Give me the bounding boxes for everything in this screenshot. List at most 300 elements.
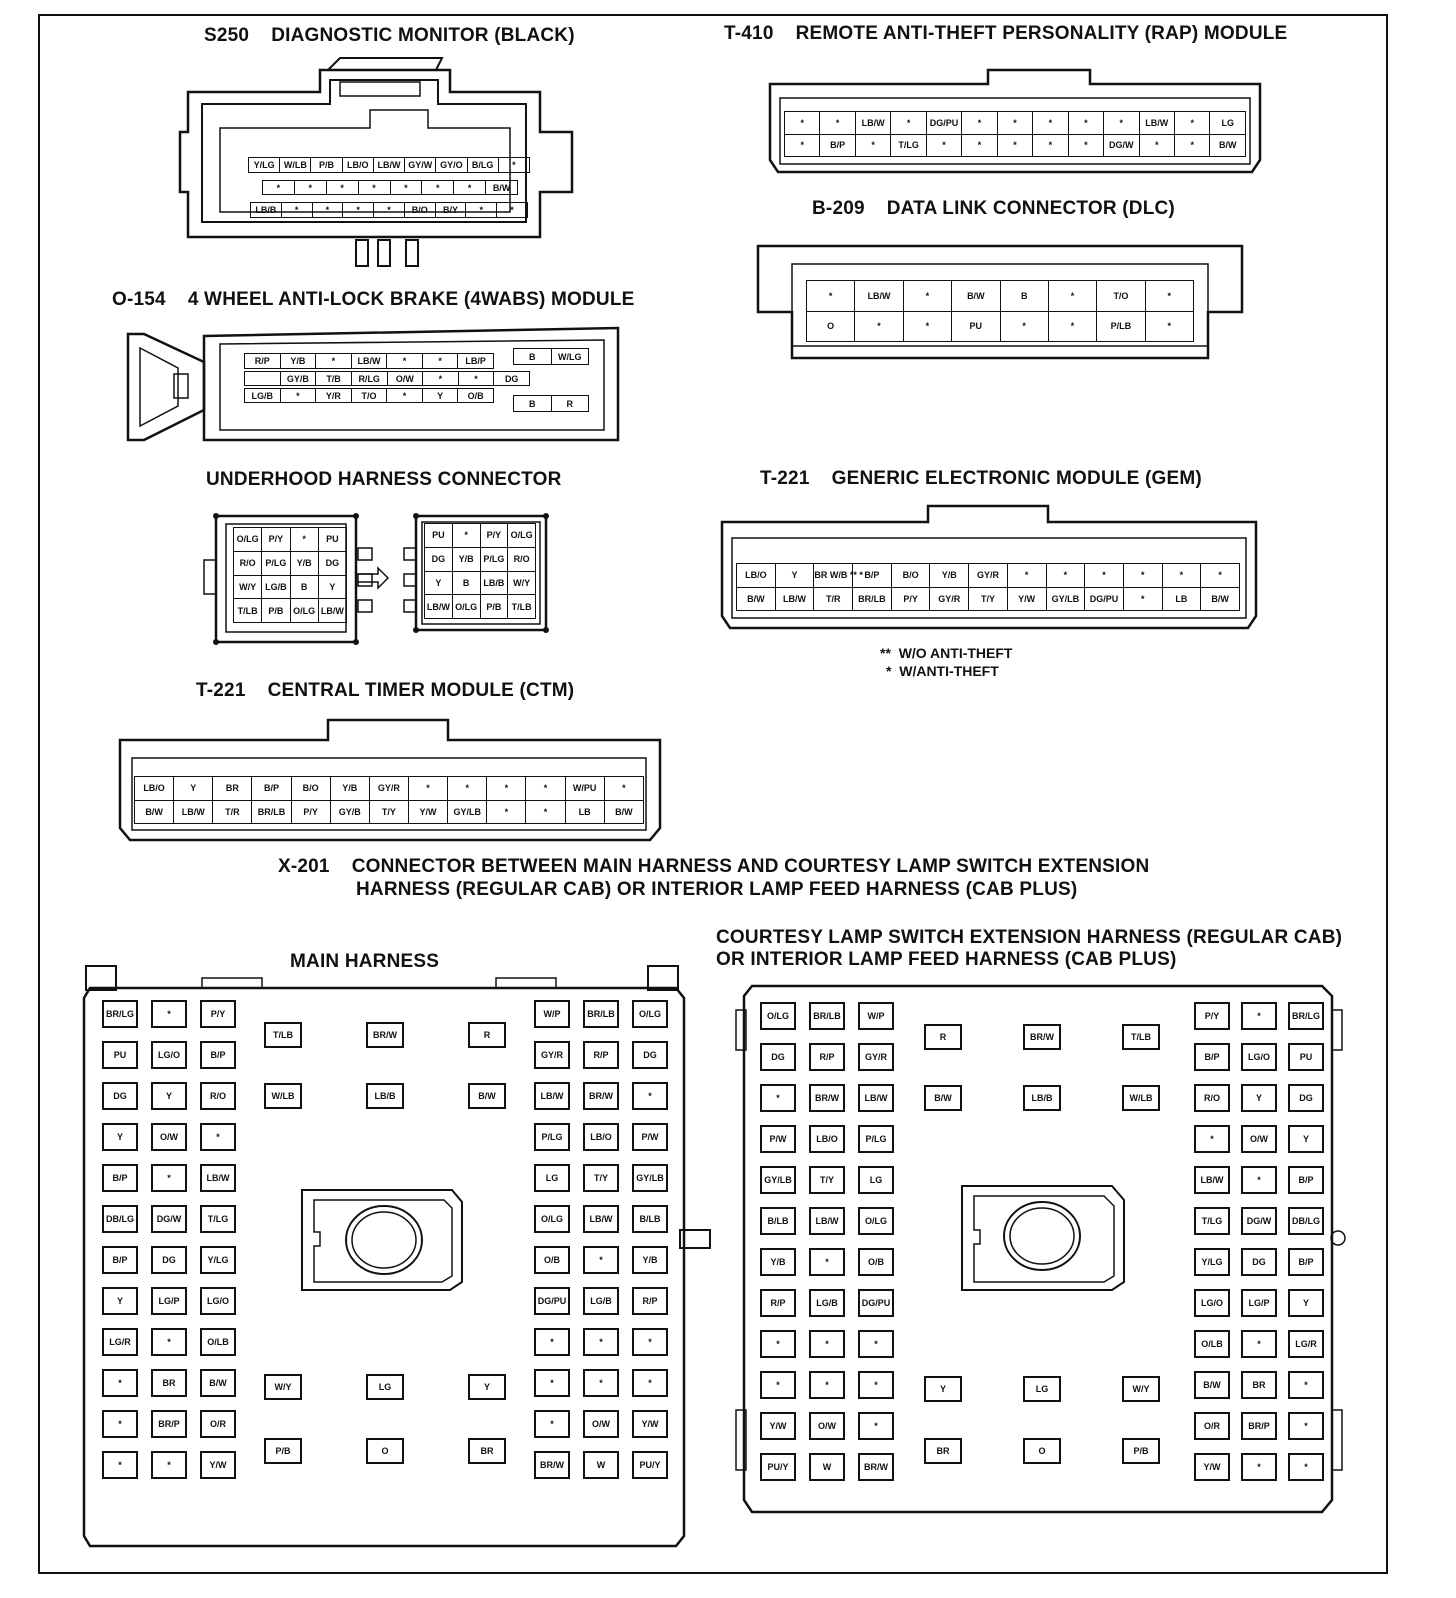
b209-title (812, 197, 1175, 220)
courtesy-right-pin: Y (1241, 1084, 1277, 1112)
underhood-left-pin: LB/W (318, 599, 346, 623)
underhood-right-grid (424, 523, 536, 619)
x201-description-1: CONNECTOR BETWEEN MAIN HARNESS AND COURTESY LAMP SWITCH EXTENSION (351, 856, 1150, 877)
courtesy-right-pin: BR/LG (1288, 1002, 1324, 1030)
main-left-pin: BR/P (151, 1410, 187, 1438)
courtesy-left-pin: * (858, 1371, 894, 1399)
main-left-pin: Y (151, 1082, 187, 1110)
s250-pin: * (466, 203, 497, 218)
main-right-pin: * (583, 1328, 619, 1356)
courtesy-left-pin: Y/B (760, 1248, 796, 1276)
courtesy-center-top-pin: BR/W (1023, 1024, 1061, 1050)
o154-pin: T/O (351, 389, 387, 403)
gem-pin: GY/LB (1046, 587, 1085, 611)
underhood-right-pin: R/O (508, 547, 536, 571)
legend-text-w-anti-theft: W/ANTI-THEFT (899, 663, 999, 679)
ctm-pin: B/O (291, 777, 330, 801)
underhood-left-pin: P/Y (262, 528, 290, 552)
gem-pin: * (1007, 564, 1046, 588)
courtesy-right-pin: * (1288, 1371, 1324, 1399)
courtesy-center-bottom-pin: W/Y (1122, 1376, 1160, 1402)
underhood-left-pin: P/B (262, 599, 290, 623)
courtesy-left-pin: LB/O (809, 1125, 845, 1153)
main-center-top-pin: W/LB (264, 1083, 302, 1109)
s250-pin: * (390, 181, 422, 195)
gem-pin: B/P (853, 564, 892, 588)
main-right-pin: * (534, 1410, 570, 1438)
underhood-right-pin: T/LB (508, 595, 536, 619)
courtesy-right-pin: T/LG (1194, 1207, 1230, 1235)
s250-pin: Y/LG (249, 158, 280, 173)
s250-pin: W/LB (280, 158, 311, 173)
s250-pin: * (374, 203, 405, 218)
gem-pin: * (1123, 587, 1162, 611)
courtesy-center-bottom-pin: O (1023, 1438, 1061, 1464)
courtesy-right-pin: BR/P (1241, 1412, 1277, 1440)
s250-code: S250 (204, 25, 250, 46)
courtesy-right-pin: B/P (1288, 1166, 1324, 1194)
o154-pin: Y/B (280, 354, 316, 369)
o154-pin: Y (422, 389, 458, 403)
underhood-left-pin: PU (318, 528, 346, 552)
gem-code: T-221 (760, 468, 810, 489)
o154-pin-row-1 (244, 353, 494, 369)
o154-pin: * (387, 389, 423, 403)
main-right-pin: W/P (534, 1000, 570, 1028)
gem-pin: * (1085, 564, 1124, 588)
main-right-pin: LB/O (583, 1123, 619, 1151)
main-right-pin: Y/W (632, 1410, 668, 1438)
courtesy-left-pin: BR/LB (809, 1002, 845, 1030)
main-left-pin: LG/R (102, 1328, 138, 1356)
main-left-pin: B/W (200, 1369, 236, 1397)
ctm-pin: Y/B (330, 777, 369, 801)
courtesy-left-pin: R/P (760, 1289, 796, 1317)
ctm-name: CENTRAL TIMER MODULE (CTM) (267, 680, 575, 701)
main-right-pin: LB/W (583, 1205, 619, 1233)
courtesy-left-pin: * (858, 1412, 894, 1440)
t410-pin: DG/W (1104, 134, 1139, 157)
gem-legend-2 (886, 663, 999, 679)
o154-side-bottom (513, 395, 589, 412)
main-right-pin: GY/LB (632, 1164, 668, 1192)
t410-pin: * (926, 134, 961, 157)
t410-pin: * (962, 112, 997, 135)
main-left-pin: O/LB (200, 1328, 236, 1356)
gem-pin: LB (1162, 587, 1201, 611)
main-right-pin: O/LG (632, 1000, 668, 1028)
main-left-pin: * (151, 1000, 187, 1028)
t410-title (724, 22, 1287, 45)
legend-mark-double: ** (880, 645, 891, 661)
s250-pin: * (312, 203, 343, 218)
gem-pin: * (1046, 564, 1085, 588)
o154-title (112, 288, 635, 311)
main-left-pin: B/P (102, 1164, 138, 1192)
o154-pin: GY/B (280, 372, 316, 386)
courtesy-right-pin: LG/P (1241, 1289, 1277, 1317)
courtesy-center-top-pin: LB/B (1023, 1085, 1061, 1111)
gem-pin: GY/R (969, 564, 1008, 588)
t410-code: T-410 (724, 23, 774, 44)
b209-pin: PU (952, 311, 1000, 342)
main-right-pin: R/P (632, 1287, 668, 1315)
underhood-left-pin: B (290, 575, 318, 599)
s250-pin: GY/W (405, 158, 436, 173)
courtesy-left-pin: LB/W (858, 1084, 894, 1112)
ctm-pin: Y/W (408, 800, 447, 824)
courtesy-left-pin: R/P (809, 1043, 845, 1071)
courtesy-left-pin: * (760, 1371, 796, 1399)
ctm-pin: GY/LB (448, 800, 487, 824)
main-harness-title: MAIN HARNESS (290, 951, 440, 972)
o154-pin: LB/W (351, 354, 387, 369)
main-left-pin: BR (151, 1369, 187, 1397)
s250-pin: * (263, 181, 295, 195)
b209-pin: B/W (952, 281, 1000, 312)
main-center-bottom-pin: BR (468, 1438, 506, 1464)
courtesy-right-pin: Y/W (1194, 1453, 1230, 1481)
main-center-top-pin: BR/W (366, 1022, 404, 1048)
ctm-pin: B/P (252, 777, 291, 801)
courtesy-left-pin: O/LG (760, 1002, 796, 1030)
t410-pin: * (820, 112, 855, 135)
s250-pin: * (422, 181, 454, 195)
underhood-left-grid (233, 527, 347, 623)
s250-pin: P/B (311, 158, 342, 173)
s250-pin: * (343, 203, 374, 218)
courtesy-left-pin: PU/Y (760, 1453, 796, 1481)
gem-pin: BR/LB (853, 587, 892, 611)
o154-pin-row-2 (244, 371, 530, 386)
main-center-bottom-pin: LG (366, 1374, 404, 1400)
t410-pin: * (855, 134, 890, 157)
o154-pin: R/P (245, 354, 281, 369)
ctm-pin-grid (134, 776, 644, 824)
courtesy-left-pin: T/Y (809, 1166, 845, 1194)
underhood-right-pin: W/Y (508, 571, 536, 595)
main-right-pin: * (534, 1369, 570, 1397)
courtesy-right-pin: * (1288, 1453, 1324, 1481)
ctm-pin: LB/W (174, 800, 213, 824)
main-right-pin: R/P (583, 1041, 619, 1069)
courtesy-right-pin: DG (1288, 1084, 1324, 1112)
b209-pin: * (1145, 311, 1193, 342)
t410-pin-grid (784, 111, 1246, 157)
courtesy-left-pin: Y/W (760, 1412, 796, 1440)
o154-name: 4 WHEEL ANTI-LOCK BRAKE (4WABS) MODULE (187, 289, 635, 310)
main-left-pin: LG/O (200, 1287, 236, 1315)
main-center-bottom-pin: W/Y (264, 1374, 302, 1400)
o154-pin: LG/B (245, 389, 281, 403)
b209-code: B-209 (812, 198, 865, 219)
s250-pin: * (498, 158, 529, 173)
t410-pin: LB/W (855, 112, 890, 135)
courtesy-left-pin: GY/R (858, 1043, 894, 1071)
courtesy-left-pin: W/P (858, 1002, 894, 1030)
main-left-pin: P/Y (200, 1000, 236, 1028)
t410-pin: * (785, 112, 820, 135)
t410-pin: * (785, 134, 820, 157)
t410-pin: * (1068, 112, 1103, 135)
b209-pin: B (1000, 281, 1048, 312)
gem-pin: T/Y (969, 587, 1008, 611)
gem-pin: GY/R (930, 587, 969, 611)
main-right-pin: W (583, 1451, 619, 1479)
underhood-right-pin: LB/W (425, 595, 453, 619)
o154-pin-row-3 (244, 388, 494, 403)
o154-pin: R/LG (351, 372, 387, 386)
underhood-right-pin: PU (425, 524, 453, 548)
courtesy-center-top-pin: T/LB (1122, 1024, 1160, 1050)
o154-side-pin: B (514, 396, 552, 412)
o154-pin: * (423, 372, 459, 386)
courtesy-right-pin: * (1288, 1412, 1324, 1440)
s250-pin: * (454, 181, 486, 195)
main-left-pin: DB/LG (102, 1205, 138, 1233)
courtesy-right-pin: DG (1241, 1248, 1277, 1276)
gem-pin: LB/W (775, 587, 814, 611)
b209-pin: * (1048, 281, 1096, 312)
gem-pin: B/W (1201, 587, 1240, 611)
ctm-pin: * (487, 800, 526, 824)
courtesy-left-pin: * (809, 1371, 845, 1399)
o154-connector-shell (126, 326, 622, 446)
courtesy-left-pin: GY/LB (760, 1166, 796, 1194)
ctm-pin: GY/B (330, 800, 369, 824)
courtesy-left-pin: * (809, 1248, 845, 1276)
o154-pin: O/W (387, 372, 423, 386)
main-right-pin: * (534, 1328, 570, 1356)
legend-text-wo-anti-theft: W/O ANTI-THEFT (898, 645, 1013, 661)
main-right-pin: P/W (632, 1123, 668, 1151)
b209-pin: * (807, 281, 855, 312)
courtesy-center-top-pin: R (924, 1024, 962, 1050)
main-right-pin: * (583, 1369, 619, 1397)
main-left-pin: LG/P (151, 1287, 187, 1315)
main-right-pin: O/B (534, 1246, 570, 1274)
b209-pin-grid (806, 280, 1194, 342)
t410-pin: LG (1210, 112, 1246, 135)
t410-pin: B/P (820, 134, 855, 157)
o154-pin: LB/P (458, 354, 494, 369)
b209-pin: * (903, 281, 951, 312)
o154-pin: * (316, 354, 352, 369)
courtesy-right-pin: O/W (1241, 1125, 1277, 1153)
s250-pin: B/Y (435, 203, 466, 218)
main-left-pin: BR/LG (102, 1000, 138, 1028)
main-right-pin: * (632, 1369, 668, 1397)
gem-pin: * (1201, 564, 1240, 588)
ctm-pin: BR (213, 777, 252, 801)
main-left-pin: DG/W (151, 1205, 187, 1233)
courtesy-title-2: OR INTERIOR LAMP FEED HARNESS (CAB PLUS) (716, 949, 1177, 970)
main-left-pin: B/P (200, 1041, 236, 1069)
b209-pin: LB/W (855, 281, 903, 312)
s250-pin: LB/O (342, 158, 373, 173)
courtesy-center-bottom-pin: BR (924, 1438, 962, 1464)
courtesy-left-pin: * (760, 1084, 796, 1112)
ctm-pin: LB/O (135, 777, 174, 801)
courtesy-left-pin: DG (760, 1043, 796, 1071)
underhood-left-pin: P/LG (262, 551, 290, 575)
main-left-pin: B/P (102, 1246, 138, 1274)
gem-pin: B/W (737, 587, 776, 611)
main-right-pin: O/W (583, 1410, 619, 1438)
main-left-pin: Y/W (200, 1451, 236, 1479)
underhood-right-pin: O/LG (452, 595, 480, 619)
courtesy-right-pin: * (1241, 1002, 1277, 1030)
t410-pin: * (997, 134, 1032, 157)
t410-pin: DG/PU (926, 112, 961, 135)
main-center-top-pin: B/W (468, 1083, 506, 1109)
main-right-pin: B/LB (632, 1205, 668, 1233)
s250-pin: * (281, 203, 312, 218)
courtesy-left-pin: LG (858, 1166, 894, 1194)
main-right-pin: BR/LB (583, 1000, 619, 1028)
ctm-pin: * (604, 777, 643, 801)
gem-legend-1 (880, 645, 1012, 661)
courtesy-center-top-pin: W/LB (1122, 1085, 1160, 1111)
underhood-left-pin: O/LG (290, 599, 318, 623)
gem-pin: Y/B (930, 564, 969, 588)
underhood-left-pin: R/O (234, 551, 262, 575)
t410-pin: * (891, 112, 926, 135)
t410-name: REMOTE ANTI-THEFT PERSONALITY (RAP) MODULE (795, 23, 1288, 44)
t410-pin: T/LG (891, 134, 926, 157)
main-left-pin: O/R (200, 1410, 236, 1438)
ctm-pin: GY/R (369, 777, 408, 801)
gem-pin-grid (736, 563, 1240, 611)
main-left-pin: * (151, 1164, 187, 1192)
ctm-pin: * (487, 777, 526, 801)
underhood-left-pin: Y/B (290, 551, 318, 575)
courtesy-left-pin: BR/W (858, 1453, 894, 1481)
courtesy-left-pin: BR/W (809, 1084, 845, 1112)
underhood-left-pin: DG (318, 551, 346, 575)
b209-pin: * (1145, 281, 1193, 312)
t410-pin: B/W (1210, 134, 1246, 157)
legend-mark-single: * (886, 663, 892, 679)
main-left-pin: Y (102, 1287, 138, 1315)
main-right-pin: BR/W (534, 1451, 570, 1479)
courtesy-right-pin: LG/R (1288, 1330, 1324, 1358)
underhood-right-pin: LB/B (480, 571, 508, 595)
main-left-pin: T/LG (200, 1205, 236, 1233)
courtesy-right-pin: LG/O (1241, 1043, 1277, 1071)
main-center-top-pin: LB/B (366, 1083, 404, 1109)
o154-side-top (513, 348, 589, 365)
courtesy-left-pin: O/B (858, 1248, 894, 1276)
main-center-bottom-pin: O (366, 1438, 404, 1464)
main-right-pin: PU/Y (632, 1451, 668, 1479)
underhood-right-pin: B (452, 571, 480, 595)
main-right-pin: LG (534, 1164, 570, 1192)
courtesy-left-pin: B/LB (760, 1207, 796, 1235)
main-center-bottom-pin: P/B (264, 1438, 302, 1464)
courtesy-center-bottom-pin: P/B (1122, 1438, 1160, 1464)
t410-pin: * (1174, 112, 1209, 135)
gem-pin: BR W/B ** * (814, 564, 853, 588)
main-center-top-pin: T/LB (264, 1022, 302, 1048)
courtesy-left-pin: O/LG (858, 1207, 894, 1235)
s250-pin: B/W (486, 181, 518, 195)
main-left-pin: O/W (151, 1123, 187, 1151)
o154-side-pin: W/LG (551, 349, 589, 365)
gem-title (760, 467, 1202, 490)
o154-side-pin: B (514, 349, 552, 365)
t410-pin: * (1139, 134, 1174, 157)
courtesy-right-pin: DB/LG (1288, 1207, 1324, 1235)
underhood-right-pin: DG (425, 547, 453, 571)
main-center-bottom-pin: Y (468, 1374, 506, 1400)
s250-pin-row-2 (262, 180, 518, 195)
ctm-pin: Y (174, 777, 213, 801)
courtesy-center-top-pin: B/W (924, 1085, 962, 1111)
o154-pin: O/B (458, 389, 494, 403)
main-left-pin: Y/LG (200, 1246, 236, 1274)
main-right-pin: * (583, 1246, 619, 1274)
courtesy-center-bottom-pin: Y (924, 1376, 962, 1402)
ctm-pin: P/Y (291, 800, 330, 824)
gem-pin: Y (775, 564, 814, 588)
s250-pin: LB/B (251, 203, 282, 218)
o154-pin (245, 372, 281, 386)
s250-title (204, 24, 575, 47)
main-left-pin: PU (102, 1041, 138, 1069)
gem-pin: P/Y (891, 587, 930, 611)
courtesy-left-pin: LG/B (809, 1289, 845, 1317)
s250-pin: * (326, 181, 358, 195)
underhood-right-pin: O/LG (508, 524, 536, 548)
b209-pin: P/LB (1097, 311, 1145, 342)
main-right-pin: LB/W (534, 1082, 570, 1110)
ctm-pin: B/W (135, 800, 174, 824)
courtesy-left-pin: * (809, 1330, 845, 1358)
main-left-pin: Y (102, 1123, 138, 1151)
underhood-right-pin: Y/B (452, 547, 480, 571)
s250-pin: B/O (404, 203, 435, 218)
courtesy-left-pin: P/LG (858, 1125, 894, 1153)
main-left-pin: * (151, 1451, 187, 1479)
courtesy-left-pin: LB/W (809, 1207, 845, 1235)
s250-pin: * (497, 203, 528, 218)
ctm-code: T-221 (196, 680, 246, 701)
courtesy-left-pin: * (760, 1330, 796, 1358)
ctm-pin: * (526, 777, 565, 801)
main-center-top-pin: R (468, 1022, 506, 1048)
main-left-pin: LB/W (200, 1164, 236, 1192)
b209-pin: * (903, 311, 951, 342)
underhood-left-pin: Y (318, 575, 346, 599)
t410-pin: * (1174, 134, 1209, 157)
s250-pin-row-1 (248, 157, 530, 173)
main-right-pin: P/LG (534, 1123, 570, 1151)
courtesy-right-pin: LB/W (1194, 1166, 1230, 1194)
underhood-right-pin: P/B (480, 595, 508, 619)
main-right-pin: * (632, 1328, 668, 1356)
s250-pin: * (294, 181, 326, 195)
courtesy-left-pin: P/W (760, 1125, 796, 1153)
o154-code: O-154 (112, 289, 166, 310)
s250-pin: LB/W (373, 158, 404, 173)
o154-pin: * (387, 354, 423, 369)
x201-title-line1 (278, 855, 1149, 878)
t410-pin: * (1104, 112, 1139, 135)
underhood-left-pin: LG/B (262, 575, 290, 599)
ctm-pin: T/Y (369, 800, 408, 824)
t410-pin: LB/W (1139, 112, 1174, 135)
